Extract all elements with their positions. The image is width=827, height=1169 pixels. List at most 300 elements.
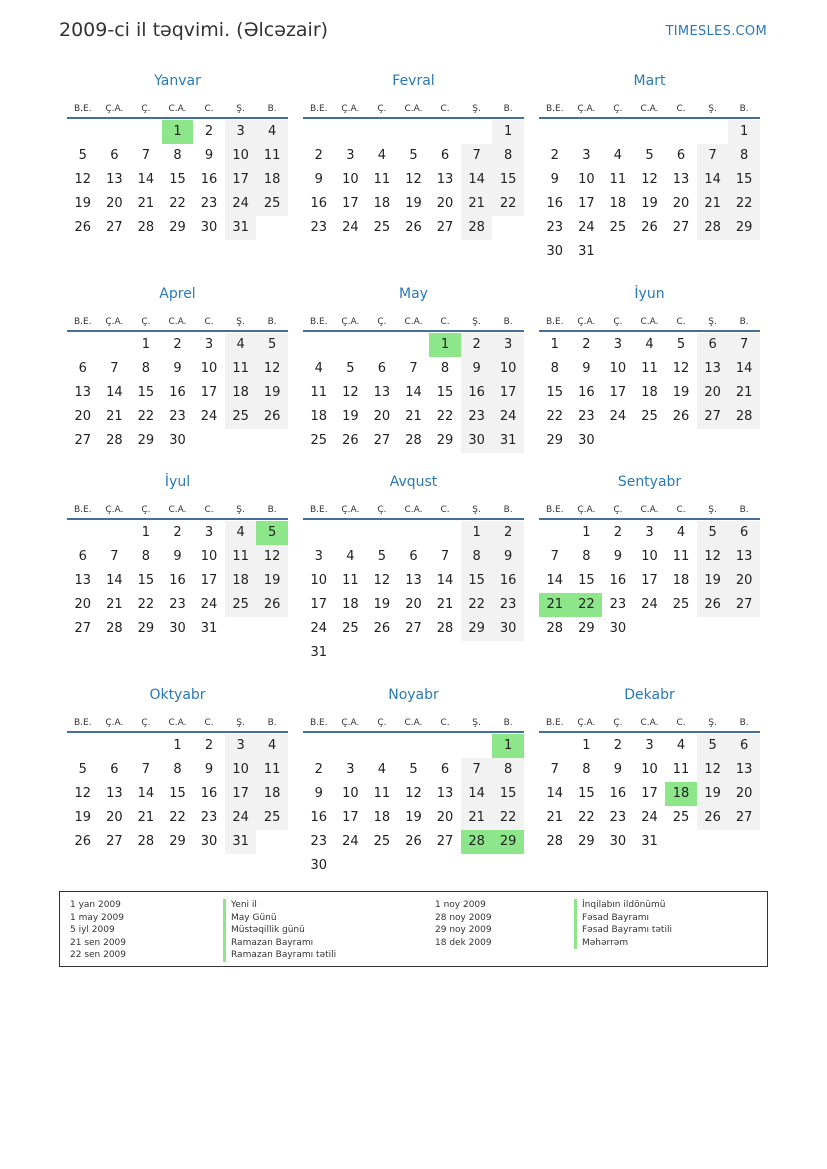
empty-cell bbox=[728, 240, 760, 264]
day-cell: 26 bbox=[405, 834, 422, 849]
day-cell: 26 bbox=[74, 220, 92, 235]
day-cell: 2 bbox=[314, 148, 323, 163]
empty-cell bbox=[225, 617, 257, 641]
day-cell: 26 bbox=[373, 621, 391, 636]
day-cell: 4 bbox=[256, 734, 288, 758]
day-cell: 5 bbox=[409, 148, 418, 163]
week-row bbox=[303, 545, 524, 569]
weekday-label: B. bbox=[739, 718, 749, 728]
weekday-label: Ş. bbox=[472, 317, 481, 327]
legend-date: 1 may 2009 bbox=[70, 912, 124, 923]
day-cell: 30 bbox=[461, 429, 493, 453]
empty-cell bbox=[602, 240, 634, 264]
day-cell: 25 bbox=[672, 597, 690, 612]
empty-cell bbox=[99, 521, 131, 545]
day-cell: 26 bbox=[342, 433, 359, 448]
day-cell: 31 bbox=[225, 830, 257, 854]
day-cell: 27 bbox=[405, 621, 422, 636]
weekday-label: B.E. bbox=[545, 104, 564, 114]
week-row bbox=[303, 617, 524, 641]
week-row bbox=[67, 216, 288, 240]
weekday-label: B. bbox=[503, 718, 513, 728]
day-cell: 31 bbox=[310, 645, 328, 660]
day-cell: 14 bbox=[137, 786, 155, 801]
empty-cell bbox=[67, 734, 99, 758]
day-cell: 18 bbox=[641, 385, 658, 400]
page-title: 2009-ci il təqvimi. (Əlcəzair) bbox=[59, 19, 329, 41]
empty-cell bbox=[539, 521, 571, 545]
day-cell: 12 bbox=[373, 573, 391, 588]
week-row bbox=[303, 357, 524, 381]
legend-holiday-name: Ramazan Bayramı bbox=[223, 937, 336, 950]
legend-date: 28 noy 2009 bbox=[435, 912, 492, 923]
day-cell: 4 bbox=[225, 521, 257, 545]
weekday-label: B.E. bbox=[73, 317, 92, 327]
empty-cell bbox=[303, 521, 335, 545]
day-cell: 16 bbox=[310, 196, 328, 211]
day-cell: 30 bbox=[169, 433, 186, 448]
day-cell: 4 bbox=[314, 361, 323, 376]
day-cell: 30 bbox=[609, 621, 627, 636]
weekday-label: Ç. bbox=[377, 317, 387, 327]
day-cell: 27 bbox=[373, 433, 391, 448]
day-cell: 9 bbox=[613, 549, 623, 564]
day-cell: 16 bbox=[546, 196, 564, 211]
day-cell: 25 bbox=[225, 405, 257, 429]
week-row bbox=[539, 192, 760, 216]
legend-date: 1 yan 2009 bbox=[70, 900, 121, 910]
day-cell: 30 bbox=[200, 834, 218, 849]
month-9 bbox=[539, 473, 760, 641]
holiday-day-cell: 22 bbox=[571, 593, 603, 617]
month-name: İyun bbox=[634, 286, 665, 302]
day-cell: 21 bbox=[106, 409, 123, 424]
day-cell: 4 bbox=[256, 120, 288, 144]
day-cell: 31 bbox=[492, 429, 524, 453]
week-row bbox=[303, 405, 524, 429]
day-cell: 15 bbox=[578, 573, 595, 588]
week-row bbox=[67, 830, 288, 854]
day-cell: 26 bbox=[405, 220, 422, 235]
day-cell: 25 bbox=[373, 834, 391, 849]
week-row bbox=[67, 120, 288, 144]
day-cell: 26 bbox=[256, 405, 288, 429]
day-cell: 12 bbox=[405, 786, 422, 801]
day-cell: 16 bbox=[200, 786, 218, 801]
weekday-label: Ç. bbox=[377, 718, 387, 728]
weekday-label: B. bbox=[503, 505, 513, 515]
day-cell: 8 bbox=[141, 549, 151, 564]
day-cell: 16 bbox=[461, 381, 493, 405]
day-cell: 26 bbox=[672, 409, 690, 424]
day-cell: 6 bbox=[440, 762, 450, 777]
day-cell: 30 bbox=[578, 433, 595, 448]
day-cell: 16 bbox=[609, 786, 627, 801]
day-cell: 10 bbox=[310, 573, 328, 588]
day-cell: 22 bbox=[578, 810, 595, 825]
weekday-label: Ç. bbox=[141, 505, 151, 515]
empty-cell bbox=[429, 854, 461, 878]
day-cell: 8 bbox=[440, 361, 450, 376]
day-cell: 30 bbox=[546, 244, 564, 259]
weekday-label: Ç. bbox=[141, 317, 151, 327]
day-cell: 18 bbox=[672, 573, 690, 588]
weekday-label: Ç.A. bbox=[105, 104, 124, 114]
day-cell: 30 bbox=[609, 834, 627, 849]
month-1 bbox=[67, 72, 288, 240]
day-cell: 17 bbox=[641, 573, 658, 588]
weekday-label: C. bbox=[676, 718, 686, 728]
day-cell: 15 bbox=[137, 385, 155, 400]
day-cell: 6 bbox=[110, 148, 119, 163]
weekday-label: B. bbox=[267, 104, 277, 114]
week-row bbox=[67, 381, 288, 405]
empty-cell bbox=[256, 429, 288, 453]
day-cell: 26 bbox=[697, 593, 729, 617]
day-cell: 2 bbox=[461, 333, 493, 357]
month-name: Yanvar bbox=[154, 73, 201, 89]
weekday-label: B.E. bbox=[309, 505, 328, 515]
weekday-label: C. bbox=[676, 104, 686, 114]
day-cell: 13 bbox=[728, 545, 760, 569]
day-cell: 9 bbox=[173, 361, 182, 376]
day-cell: 14 bbox=[106, 573, 123, 588]
day-cell: 26 bbox=[641, 220, 658, 235]
day-cell: 5 bbox=[346, 361, 355, 376]
empty-cell bbox=[665, 617, 697, 641]
weekday-label: C. bbox=[204, 317, 214, 327]
weekday-label: C.A. bbox=[168, 718, 187, 728]
day-cell: 17 bbox=[225, 168, 257, 192]
day-cell: 12 bbox=[256, 357, 288, 381]
day-cell: 4 bbox=[613, 148, 623, 163]
day-cell: 2 bbox=[582, 337, 591, 352]
week-row bbox=[303, 168, 524, 192]
day-cell: 23 bbox=[169, 409, 186, 424]
month-name: Sentyabr bbox=[617, 474, 682, 490]
day-cell: 10 bbox=[342, 786, 359, 801]
day-cell: 4 bbox=[346, 549, 355, 564]
empty-cell bbox=[303, 120, 335, 144]
empty-cell bbox=[99, 333, 131, 357]
day-cell: 20 bbox=[436, 810, 454, 825]
weekday-label: B.E. bbox=[545, 718, 564, 728]
legend-holiday-name: İnqilabın ildönümü bbox=[574, 899, 672, 912]
day-cell: 30 bbox=[492, 617, 524, 641]
day-cell: 11 bbox=[310, 385, 328, 400]
day-cell: 4 bbox=[377, 762, 387, 777]
day-cell: 21 bbox=[137, 196, 155, 211]
day-cell: 24 bbox=[578, 220, 595, 235]
day-cell: 2 bbox=[204, 738, 214, 753]
day-cell: 8 bbox=[141, 361, 151, 376]
week-row bbox=[67, 144, 288, 168]
day-cell: 23 bbox=[310, 220, 328, 235]
day-cell: 28 bbox=[436, 621, 454, 636]
day-cell: 6 bbox=[728, 734, 760, 758]
day-cell: 21 bbox=[461, 806, 493, 830]
day-cell: 18 bbox=[373, 196, 391, 211]
week-row bbox=[303, 806, 524, 830]
day-cell: 15 bbox=[436, 385, 454, 400]
weekday-label: B.E. bbox=[309, 104, 328, 114]
day-cell: 2 bbox=[204, 124, 214, 139]
month-8 bbox=[303, 473, 524, 665]
day-cell: 6 bbox=[78, 549, 87, 564]
weekday-label: C.A. bbox=[168, 317, 187, 327]
day-cell: 24 bbox=[342, 834, 359, 849]
weekday-label: C. bbox=[440, 505, 450, 515]
brand-link[interactable]: TIMESLES.COM bbox=[665, 24, 767, 39]
day-cell: 14 bbox=[546, 573, 564, 588]
empty-cell bbox=[335, 333, 367, 357]
day-cell: 22 bbox=[461, 593, 493, 617]
day-cell: 9 bbox=[204, 148, 214, 163]
weekday-label: C.A. bbox=[168, 104, 187, 114]
weekday-header bbox=[539, 307, 760, 332]
day-cell: 12 bbox=[697, 545, 729, 569]
weekday-label: Ş. bbox=[236, 104, 245, 114]
day-cell: 27 bbox=[74, 621, 92, 636]
empty-cell bbox=[602, 120, 634, 144]
weekday-label: Ç.A. bbox=[341, 104, 360, 114]
day-cell: 14 bbox=[728, 357, 760, 381]
empty-cell bbox=[602, 429, 634, 453]
week-row bbox=[303, 144, 524, 168]
day-cell: 18 bbox=[256, 168, 288, 192]
day-cell: 14 bbox=[106, 385, 123, 400]
day-cell: 20 bbox=[436, 196, 454, 211]
legend-names-right bbox=[574, 899, 672, 949]
weekday-label: Ç.A. bbox=[105, 317, 124, 327]
legend-dates-right bbox=[435, 899, 492, 949]
legend-holiday-name: Məhərrəm bbox=[574, 937, 672, 950]
day-cell: 17 bbox=[200, 573, 218, 588]
day-cell: 4 bbox=[676, 525, 686, 540]
day-cell: 2 bbox=[613, 525, 623, 540]
day-cell: 15 bbox=[546, 385, 564, 400]
day-cell: 6 bbox=[440, 148, 450, 163]
weekday-label: B.E. bbox=[73, 718, 92, 728]
day-cell: 28 bbox=[106, 621, 123, 636]
day-cell: 22 bbox=[492, 806, 524, 830]
day-cell: 5 bbox=[409, 762, 418, 777]
holiday-day-cell: 5 bbox=[256, 521, 288, 545]
day-cell: 17 bbox=[578, 196, 595, 211]
day-cell: 13 bbox=[373, 385, 391, 400]
week-row bbox=[303, 521, 524, 545]
week-row bbox=[539, 144, 760, 168]
day-cell: 21 bbox=[405, 409, 422, 424]
weekday-label: Ş. bbox=[472, 718, 481, 728]
day-cell: 5 bbox=[78, 762, 87, 777]
empty-cell bbox=[492, 854, 524, 878]
day-cell: 2 bbox=[492, 521, 524, 545]
holiday-day-cell: 29 bbox=[492, 830, 524, 854]
empty-cell bbox=[697, 120, 729, 144]
week-row bbox=[303, 830, 524, 854]
week-row bbox=[539, 357, 760, 381]
empty-cell bbox=[429, 521, 461, 545]
week-row bbox=[539, 429, 760, 453]
day-cell: 16 bbox=[169, 573, 186, 588]
day-cell: 11 bbox=[373, 172, 391, 187]
day-cell: 6 bbox=[377, 361, 387, 376]
empty-cell bbox=[67, 120, 99, 144]
month-12 bbox=[539, 686, 760, 854]
week-row bbox=[67, 806, 288, 830]
day-cell: 14 bbox=[461, 168, 493, 192]
day-cell: 21 bbox=[106, 597, 123, 612]
day-cell: 11 bbox=[672, 549, 690, 564]
day-cell: 5 bbox=[377, 549, 387, 564]
day-cell: 21 bbox=[461, 192, 493, 216]
weekday-label: C.A. bbox=[640, 104, 659, 114]
day-cell: 16 bbox=[609, 573, 627, 588]
day-cell: 22 bbox=[169, 810, 186, 825]
day-cell: 12 bbox=[256, 545, 288, 569]
holiday-day-cell: 1 bbox=[429, 333, 461, 357]
day-cell: 28 bbox=[546, 834, 564, 849]
weekday-label: Ç.A. bbox=[105, 718, 124, 728]
day-cell: 27 bbox=[436, 220, 454, 235]
day-cell: 17 bbox=[492, 381, 524, 405]
empty-cell bbox=[193, 429, 225, 453]
legend-date: 29 noy 2009 bbox=[435, 925, 492, 935]
day-cell: 26 bbox=[697, 806, 729, 830]
day-cell: 9 bbox=[314, 786, 323, 801]
weekday-label: C.A. bbox=[404, 104, 423, 114]
week-row bbox=[303, 758, 524, 782]
day-cell: 6 bbox=[409, 549, 418, 564]
weekday-label: Ş. bbox=[236, 718, 245, 728]
day-cell: 1 bbox=[582, 738, 591, 753]
weekday-label: Ç.A. bbox=[577, 317, 596, 327]
day-cell: 16 bbox=[169, 385, 186, 400]
day-cell: 17 bbox=[225, 782, 257, 806]
day-cell: 10 bbox=[342, 172, 359, 187]
weekday-header bbox=[67, 94, 288, 119]
day-cell: 20 bbox=[728, 569, 760, 593]
day-cell: 28 bbox=[461, 216, 493, 240]
day-cell: 11 bbox=[373, 786, 391, 801]
empty-cell bbox=[335, 854, 367, 878]
week-row bbox=[303, 192, 524, 216]
weekday-label: Ç.A. bbox=[577, 505, 596, 515]
week-row bbox=[67, 357, 288, 381]
day-cell: 23 bbox=[200, 810, 218, 825]
day-cell: 15 bbox=[461, 569, 493, 593]
weekday-header bbox=[539, 708, 760, 733]
day-cell: 3 bbox=[613, 337, 623, 352]
week-row bbox=[67, 782, 288, 806]
day-cell: 10 bbox=[200, 549, 218, 564]
empty-cell bbox=[398, 120, 430, 144]
holiday-day-cell: 1 bbox=[162, 120, 194, 144]
day-cell: 11 bbox=[641, 361, 658, 376]
day-cell: 9 bbox=[204, 762, 214, 777]
day-cell: 22 bbox=[436, 409, 454, 424]
day-cell: 4 bbox=[676, 738, 686, 753]
day-cell: 1 bbox=[728, 120, 760, 144]
day-cell: 7 bbox=[728, 333, 760, 357]
day-cell: 3 bbox=[645, 738, 654, 753]
day-cell: 17 bbox=[609, 385, 627, 400]
month-name: May bbox=[399, 286, 428, 302]
empty-cell bbox=[697, 617, 729, 641]
empty-cell bbox=[256, 830, 288, 854]
day-cell: 25 bbox=[256, 806, 288, 830]
legend-holiday-name: Ramazan Bayramı tətili bbox=[223, 949, 336, 962]
day-cell: 21 bbox=[697, 192, 729, 216]
month-2 bbox=[303, 72, 524, 240]
day-cell: 25 bbox=[342, 621, 359, 636]
empty-cell bbox=[461, 734, 493, 758]
day-cell: 3 bbox=[492, 333, 524, 357]
month-11 bbox=[303, 686, 524, 878]
weekday-label: B.E. bbox=[545, 317, 564, 327]
day-cell: 3 bbox=[346, 762, 355, 777]
day-cell: 15 bbox=[137, 573, 155, 588]
day-cell: 6 bbox=[697, 333, 729, 357]
week-row bbox=[67, 333, 288, 357]
weekday-label: Ç. bbox=[141, 104, 151, 114]
day-cell: 25 bbox=[373, 220, 391, 235]
week-row bbox=[539, 168, 760, 192]
day-cell: 13 bbox=[106, 786, 123, 801]
empty-cell bbox=[665, 830, 697, 854]
week-row bbox=[67, 617, 288, 641]
day-cell: 29 bbox=[137, 433, 155, 448]
weekday-label: Ş. bbox=[236, 505, 245, 515]
day-cell: 4 bbox=[645, 337, 654, 352]
legend-date: 1 noy 2009 bbox=[435, 900, 486, 910]
day-cell: 22 bbox=[169, 196, 186, 211]
day-cell: 13 bbox=[106, 172, 123, 187]
day-cell: 25 bbox=[641, 409, 658, 424]
weekday-label: Ç. bbox=[377, 104, 387, 114]
day-cell: 29 bbox=[436, 433, 454, 448]
empty-cell bbox=[130, 734, 162, 758]
legend-names-left bbox=[223, 899, 336, 962]
empty-cell bbox=[398, 521, 430, 545]
day-cell: 16 bbox=[200, 172, 218, 187]
legend-dates-left bbox=[70, 899, 126, 962]
day-cell: 3 bbox=[346, 148, 355, 163]
day-cell: 13 bbox=[405, 573, 422, 588]
day-cell: 27 bbox=[728, 806, 760, 830]
day-cell: 8 bbox=[492, 144, 524, 168]
day-cell: 24 bbox=[225, 192, 257, 216]
day-cell: 23 bbox=[492, 593, 524, 617]
day-cell: 27 bbox=[436, 834, 454, 849]
day-cell: 12 bbox=[74, 172, 92, 187]
weekday-label: C. bbox=[440, 718, 450, 728]
month-name: Avqust bbox=[389, 474, 438, 490]
weekday-label: C.A. bbox=[640, 505, 659, 515]
week-row bbox=[303, 429, 524, 453]
weekday-label: B.E. bbox=[73, 505, 92, 515]
day-cell: 31 bbox=[225, 216, 257, 240]
day-cell: 3 bbox=[204, 337, 214, 352]
day-cell: 3 bbox=[225, 120, 257, 144]
day-cell: 23 bbox=[609, 597, 627, 612]
day-cell: 7 bbox=[550, 762, 559, 777]
empty-cell bbox=[130, 120, 162, 144]
empty-cell bbox=[571, 120, 603, 144]
day-cell: 22 bbox=[137, 597, 155, 612]
day-cell: 15 bbox=[492, 168, 524, 192]
